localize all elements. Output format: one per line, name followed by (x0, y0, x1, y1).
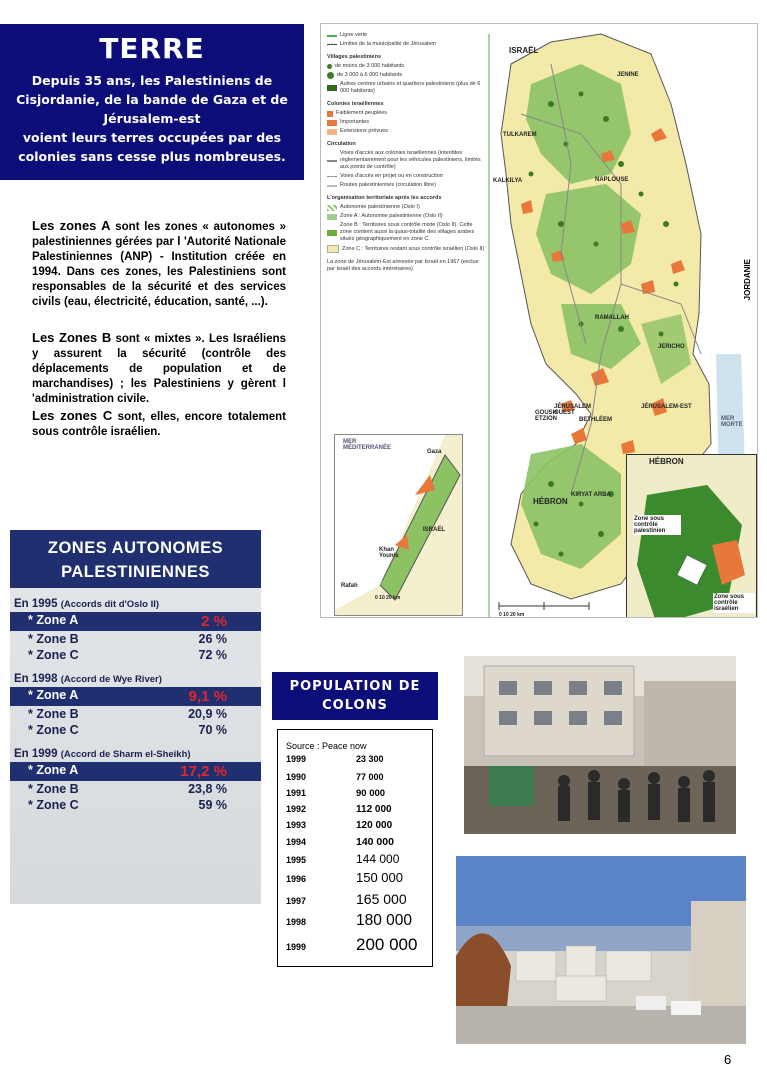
population-row: 1993 120 000 (286, 820, 393, 831)
legend-heading: Villages palestiniens (327, 54, 382, 60)
zone-row: * Zone A 17,2 % (10, 762, 261, 781)
zone-c-body: sont, elles, encore totalement sous contrôle israélien. (32, 411, 286, 438)
population-table (277, 729, 433, 967)
map-label-jerusalem-est: JÉRUSALEM-EST (641, 404, 692, 410)
map-legend (327, 30, 485, 273)
population-row: 1991 90 000 (286, 788, 386, 799)
legend-item: Limites de la municipalité de Jérusalem (340, 41, 436, 47)
legend-item: Faiblement peuplées (336, 110, 388, 116)
subtitle-line: voient leurs terres occupées par des (22, 130, 282, 145)
legend-item: Voies d'accès en projet ou en construction (340, 173, 443, 179)
population-row: 1990 77 000 (286, 772, 384, 782)
gaza-israel-label: ISRAËL (423, 527, 446, 533)
hebron-zone-pal: Zone sous contrôle palestinien (633, 515, 681, 535)
legend-item: Zone B : Territoires sous contrôle mixte (Oslo II). Cette zone contient aussi la quasi-totalité des villages arabes situés géographiquement en zone C. (340, 222, 475, 242)
zone-row: * Zone B 26 % (28, 632, 227, 646)
zone-b-body: sont « mixtes ». Les Israéliens y assurent la sécurité (contrôle des déplacements de population et de marchandises) ; les Palestiniens y gèrent l 'administration civile. (32, 333, 287, 405)
gaza-khan-label: Khan Younis (379, 547, 399, 559)
map-label-mer-morte: MER MORTE (721, 416, 743, 428)
zone-row: * Zone C 72 % (28, 648, 227, 662)
hebron-zone-isr: Zone sous contrôle israélien (713, 593, 755, 613)
zone-b-paragraph (32, 330, 286, 407)
population-row: 1997 165 000 (286, 891, 407, 907)
zone-row: * Zone C 59 % (28, 798, 227, 812)
population-row: 1994 140 000 (286, 836, 394, 848)
legend-item: Zone C : Territoires restant sous contrôle israélien (Oslo II) (342, 245, 485, 252)
settlement-photo (456, 856, 746, 1044)
map-label-kiryat: KIRYAT ARBA (571, 492, 611, 498)
map-label-bethleem: BETHLÉEM (579, 417, 612, 423)
zone-c-lead: Les zones C (32, 408, 113, 423)
map-label-jerusalem-ouest: JÉRUSALEM OUEST (554, 404, 592, 416)
west-bank-map (320, 23, 758, 618)
map-scale-label: 0 10 20 km (499, 612, 525, 618)
legend-item: de 3 000 à 6 000 habitants (337, 72, 403, 78)
gaza-rafah-label: Rafah (341, 583, 358, 589)
population-row: 1992 112 000 (286, 804, 392, 815)
legend-item: Importantes (340, 119, 370, 125)
subtitle-line: Cisjordanie, de la bande de Gaza et de (16, 92, 288, 107)
hebron-inset-map (626, 454, 757, 618)
map-label-naplouse: NAPLOUSE (595, 177, 629, 183)
year-heading: En 1999 (Accord de Sharm el-Sheikh) (14, 748, 191, 760)
map-label-goush: GOUSH ETZION (535, 410, 558, 422)
population-row: 1999 200 000 (286, 935, 418, 954)
page-title: TERRE (99, 32, 205, 65)
street-market-photo (464, 656, 736, 834)
map-label-hebron: HÉBRON (533, 497, 568, 506)
map-label-tulkarem: TULKAREM (503, 132, 537, 138)
hebron-inset-title: HÉBRON (649, 457, 684, 466)
map-label-jordanie: JORDANIE (743, 259, 752, 301)
zone-row: * Zone C 70 % (28, 723, 227, 737)
zone-row: * Zone A 2 % (10, 612, 261, 631)
map-label-jericho: JERICHO (658, 344, 685, 350)
sign-title-line: PALESTINIENNES (61, 563, 210, 581)
page-subtitle (0, 71, 304, 166)
subtitle-line: Depuis 35 ans, les Palestiniens de (31, 73, 273, 88)
legend-item: Autonomie palestinienne (Oslo I) (340, 204, 420, 210)
population-title (272, 672, 438, 720)
legend-item: de moins de 3 000 habitants (335, 63, 405, 69)
zone-row: * Zone B 23,8 % (28, 782, 227, 796)
legend-heading: Colonies israéliennes (327, 101, 384, 107)
legend-note: La zone de Jérusalem-Est annexée par Israël en 1967 (exclue par Israël des accords intérimaires) (327, 259, 479, 272)
year-heading: En 1995 (Accords dit d'Oslo II) (14, 598, 160, 610)
gaza-label: Gaza (427, 449, 442, 455)
population-row: 1995 144 000 (286, 852, 400, 866)
gaza-sea-label: MER MÉDITERRANÉE (343, 439, 392, 451)
subtitle-line: Jérusalem-est (103, 111, 201, 126)
year-heading: En 1998 (Accord de Wye River) (14, 673, 162, 685)
zone-row: * Zone A 9,1 % (10, 687, 261, 706)
zone-a-paragraph (32, 218, 286, 310)
population-row: 1998 180 000 (286, 912, 413, 929)
legend-item: Voies d'accès aux colonies israéliennes (interdites réglementairement pour les véhicules palestiniens, limités aux points de contrôle) (340, 150, 481, 170)
title-block (0, 24, 304, 180)
map-label-jenine: JENINE (617, 72, 639, 78)
legend-heading: L'organisation territoriale après les accords (327, 195, 442, 201)
sign-title-line: ZONES AUTONOMES (47, 539, 224, 557)
population-title-line: POPULATION DE (289, 679, 421, 694)
population-row: 1999 23 300 (286, 754, 384, 764)
map-label-israel: ISRAËL (509, 46, 539, 55)
population-title-line: COLONS (322, 698, 388, 713)
legend-item: Ligne verte (340, 32, 368, 38)
sign-title (10, 530, 261, 588)
population-row: 1996 150 000 (286, 870, 403, 885)
legend-item: Zone A : Autonomie palestinienne (Oslo II) (340, 213, 443, 219)
zone-a-lead: Les zones A (32, 218, 111, 233)
subtitle-line: colonies sans cesse plus nombreuses. (18, 149, 286, 164)
legend-item: Autres centres urbains et quartiers palestiniens (plus de 6 000 habitants) (340, 81, 481, 94)
zones-autonomes-sign (10, 530, 261, 904)
map-label-qalqilya: KALKILYA (493, 178, 523, 184)
zone-row: * Zone B 20,9 % (28, 707, 227, 721)
zone-b-lead: Les Zones B (32, 330, 112, 345)
zone-c-paragraph (32, 408, 286, 440)
legend-heading: Circulation (327, 141, 356, 147)
gaza-inset-map (334, 434, 463, 616)
legend-item: Routes palestiniennes (circulation libre) (340, 182, 436, 188)
legend-item: Extensions prévues (340, 128, 388, 134)
map-label-ramallah: RAMALLAH (595, 315, 629, 321)
page-number: 6 (724, 1052, 732, 1067)
population-source: Source : Peace now (286, 741, 367, 751)
gaza-scale-label: 0 10 20 km (375, 595, 401, 601)
zone-a-body: sont les zones « autonomes » palestiniennes gérées par l 'Autorité Nationale Palestiniennes (ANP) - Institution créée en 1994. Dans ces zones, les Palestiniens sont responsables de la sécurité et des services civils (eau, électricité, éducation, santé, ...). (32, 221, 287, 308)
